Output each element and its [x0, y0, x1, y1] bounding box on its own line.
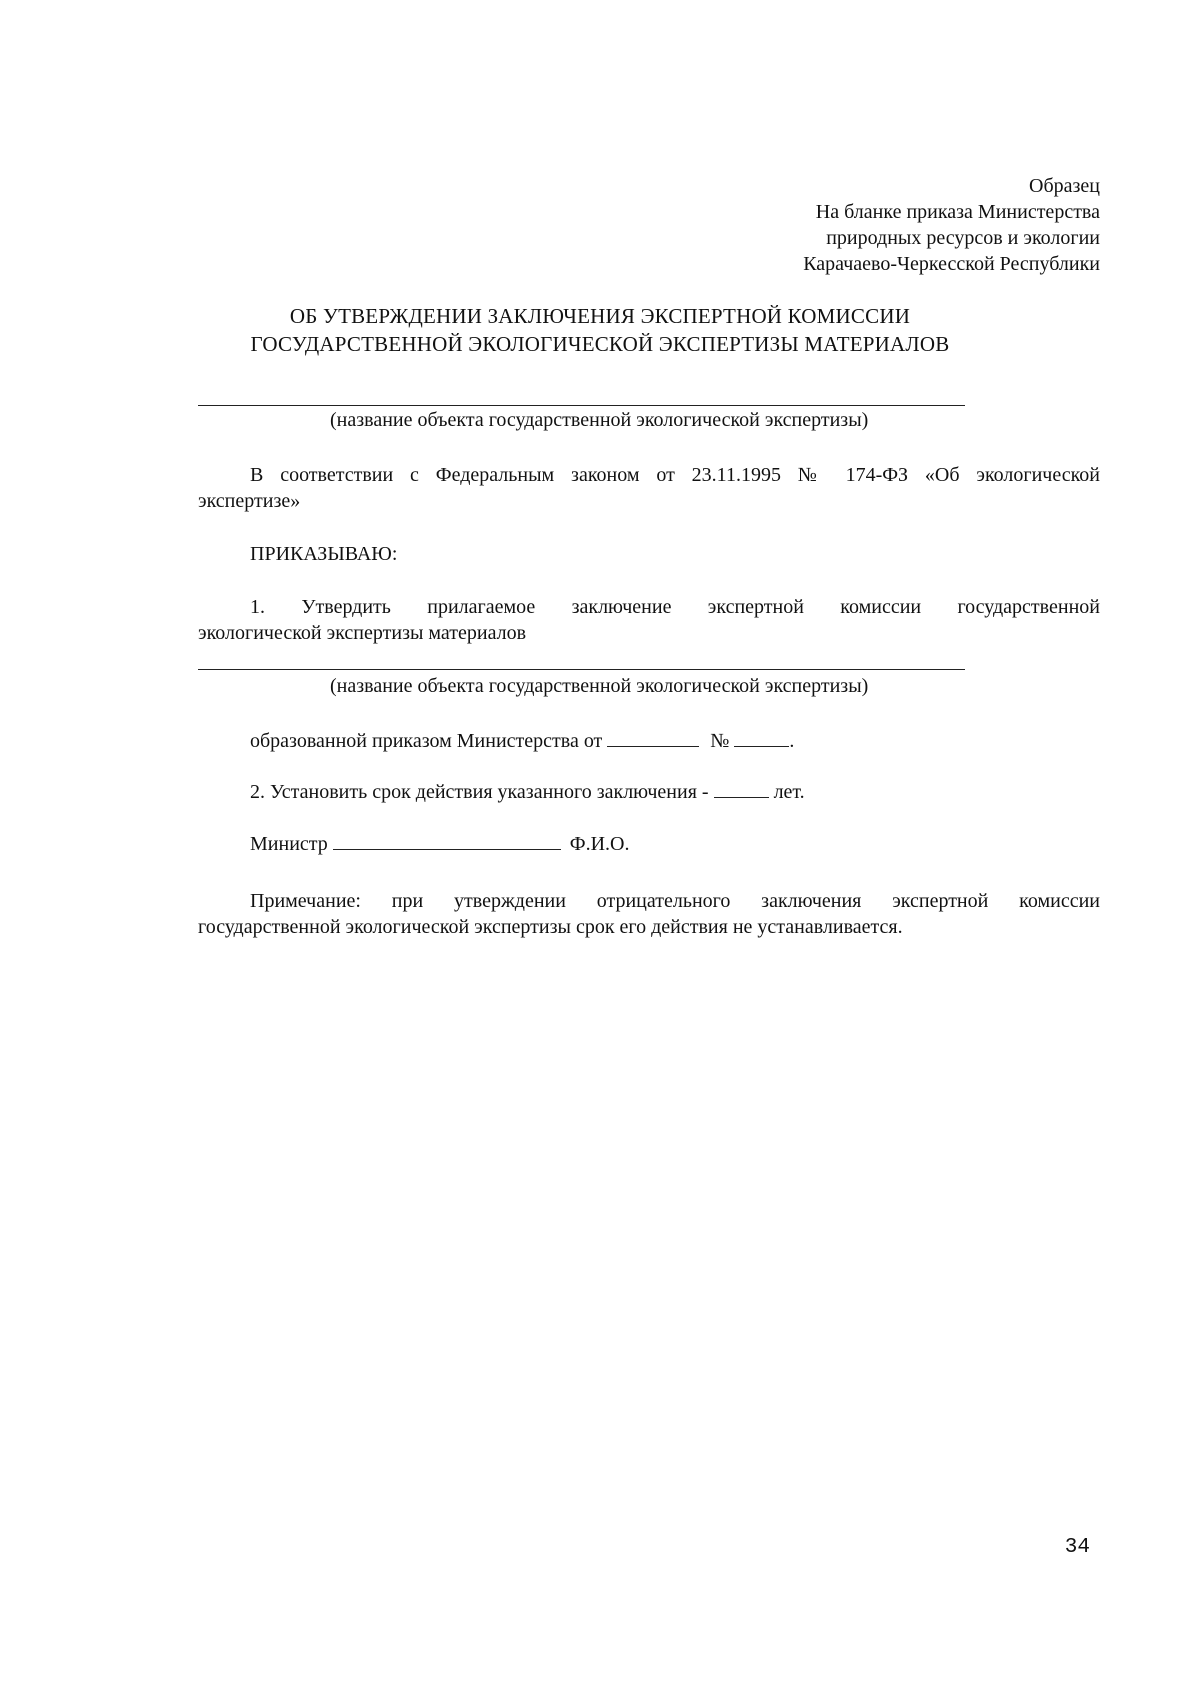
page-number: 34 — [1064, 1536, 1090, 1559]
header-sample-label: Образец — [1029, 175, 1100, 197]
formed-by-prefix: образованной приказом Министерства от — [250, 730, 603, 752]
document-title-line-1: ОБ УТВЕРЖДЕНИИ ЗАКЛЮЧЕНИЯ ЭКСПЕРТНОЙ КОМИССИИ — [289, 304, 911, 328]
formed-by-line — [250, 728, 794, 754]
object-name-caption-2: (название объекта государственной экологической экспертизы) — [330, 675, 869, 697]
minister-title: Министр — [250, 833, 328, 855]
sample-header — [803, 173, 1100, 277]
item-1-paragraph — [198, 594, 1100, 646]
note-line-1: Примечание: при утверждении отрицательного заключения экспертной комиссии — [250, 890, 1100, 912]
signature-line — [250, 831, 629, 857]
order-word: ПРИКАЗЫВАЮ: — [250, 543, 398, 565]
object-name-blank-line-1 — [198, 405, 965, 406]
item-2-line — [250, 779, 805, 805]
item-2-suffix: лет. — [773, 781, 805, 803]
item-1-line-2: экологической экспертизы материалов — [198, 622, 527, 644]
order-number-blank[interactable] — [734, 728, 789, 747]
order-date-blank[interactable] — [607, 728, 699, 747]
header-letterhead-line: На бланке приказа Министерства — [815, 201, 1100, 223]
note-line-2: государственной экологической экспертизы срок его действия не устанавливается. — [198, 916, 903, 938]
minister-name: Ф.И.О. — [569, 833, 630, 855]
header-republic-line: Карачаево-Черкесской Республики — [803, 253, 1100, 275]
header-ministry-line: природных ресурсов и экологии — [826, 227, 1100, 249]
note-paragraph — [198, 888, 1100, 940]
object-name-blank-line-2 — [198, 669, 965, 670]
preamble-line-2: экспертизе» — [198, 490, 301, 512]
document-title-line-2: ГОСУДАРСТВЕННОЙ ЭКОЛОГИЧЕСКОЙ ЭКСПЕРТИЗЫ МАТЕРИАЛОВ — [250, 332, 950, 356]
signature-blank[interactable] — [333, 831, 561, 850]
preamble-line-1: В соответствии с Федеральным законом от 23.11.1995 № 174-ФЗ «Об экологической — [250, 464, 1100, 486]
object-name-caption-1: (название объекта государственной экологической экспертизы) — [330, 409, 869, 431]
item-1-line-1: 1. Утвердить прилагаемое заключение экспертной комиссии государственной — [250, 596, 1100, 618]
formed-by-end: . — [789, 730, 795, 752]
validity-years-blank[interactable] — [714, 779, 769, 798]
preamble-paragraph — [198, 462, 1100, 514]
number-sign: № — [710, 730, 730, 752]
item-2-prefix: 2. Установить срок действия указанного заключения - — [250, 781, 709, 803]
